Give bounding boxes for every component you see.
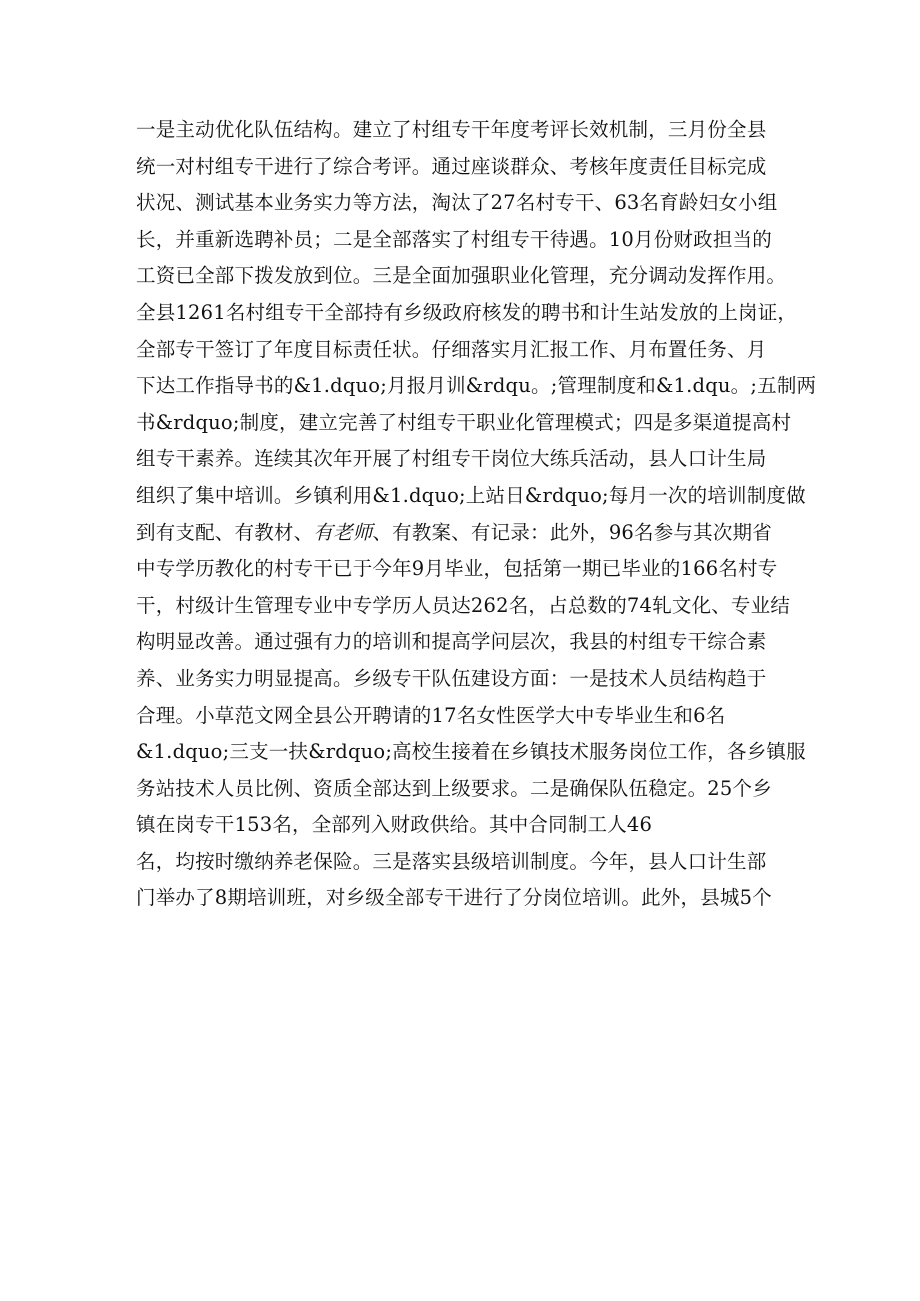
text-line: 镇在岗专干153名，全部列入财政供给。其中合同制工人46 (136, 813, 653, 837)
text-line: 状况、测试基本业务实力等方法，淘汰了27名村专干、63名育龄妇女小组 (136, 191, 778, 215)
text-line: 合理。小草范文网全县公开聘请的17名女性医学大中专毕业生和6名 (136, 703, 726, 727)
text-line: 干，村级计生管理专业中专学历人员达262名，占总数的74轧文化、专业结 (136, 593, 791, 617)
text-line: 中专学历教化的村专干已于今年9月毕业，包括第一期已毕业的166名村专 (136, 557, 778, 581)
text-line: 全部专干签订了年度目标责任状。仔细落实月汇报工作、月布置任务、月 (136, 337, 767, 361)
text-line: 下达工作指导书的&1.dquo;月报月训&rdqu。;管理制度和&1.dqu。;五制两 (136, 374, 817, 398)
text-line: 长，并重新选聘补员；二是全部落实了村组专干待遇。10月份财政担当的 (136, 227, 772, 251)
text-line: 构明显改善。通过强有力的培训和提高学问层次，我县的村组专干综合素 (136, 630, 767, 654)
text-segment: 到有支配、有教材、 (136, 520, 314, 544)
text-line: 组专干素养。连续其次年开展了村组专干岗位大练兵活动，县人口计生局 (136, 447, 767, 471)
text-line: 门举办了8期培训班，对乡级全部专干进行了分岗位培训。此外，县城5个 (136, 886, 772, 910)
text-line: 名，均按时缴纳养老保险。三是落实县级培训制度。今年，县人口计生部 (136, 849, 767, 873)
text-line: 工资已全部下拨发放到位。三是全面加强职业化管理，充分调动发挥作用。 (136, 264, 787, 288)
text-line: 一是主动优化队伍结构。建立了村组专干年度考评长效机制，三月份全县 (136, 118, 767, 141)
text-line (136, 515, 836, 552)
body-text (136, 112, 836, 917)
text-line: 书&rdquo;制度，建立完善了村组专干职业化管理模式；四是多渠道提高村 (136, 410, 792, 434)
text-segment: 、有教案、有记录：此外，96名参与其次期省 (372, 520, 772, 544)
text-line: 养、业务实力明显提高。乡级专干队伍建设方面：一是技术人员结构趋于 (136, 666, 767, 690)
italic-text-segment: 有老师 (313, 520, 373, 544)
text-line: &1.dquo;三支一扶&rdquo;高校生接着在乡镇技术服务岗位工作，各乡镇服 (136, 740, 806, 764)
text-line: 全县1261名村组专干全部持有乡级政府核发的聘书和计生站发放的上岗证， (136, 300, 798, 324)
text-line: 务站技术人员比例、资质全部达到上级要求。二是确保队伍稳定。25个乡 (136, 776, 772, 800)
text-line: 统一对村组专干进行了综合考评。通过座谈群众、考核年度责任目标完成 (136, 154, 767, 178)
text-line: 组织了集中培训。乡镇利用&1.dquo;上站日&rdquo;每月一次的培训制度做 (136, 483, 806, 507)
